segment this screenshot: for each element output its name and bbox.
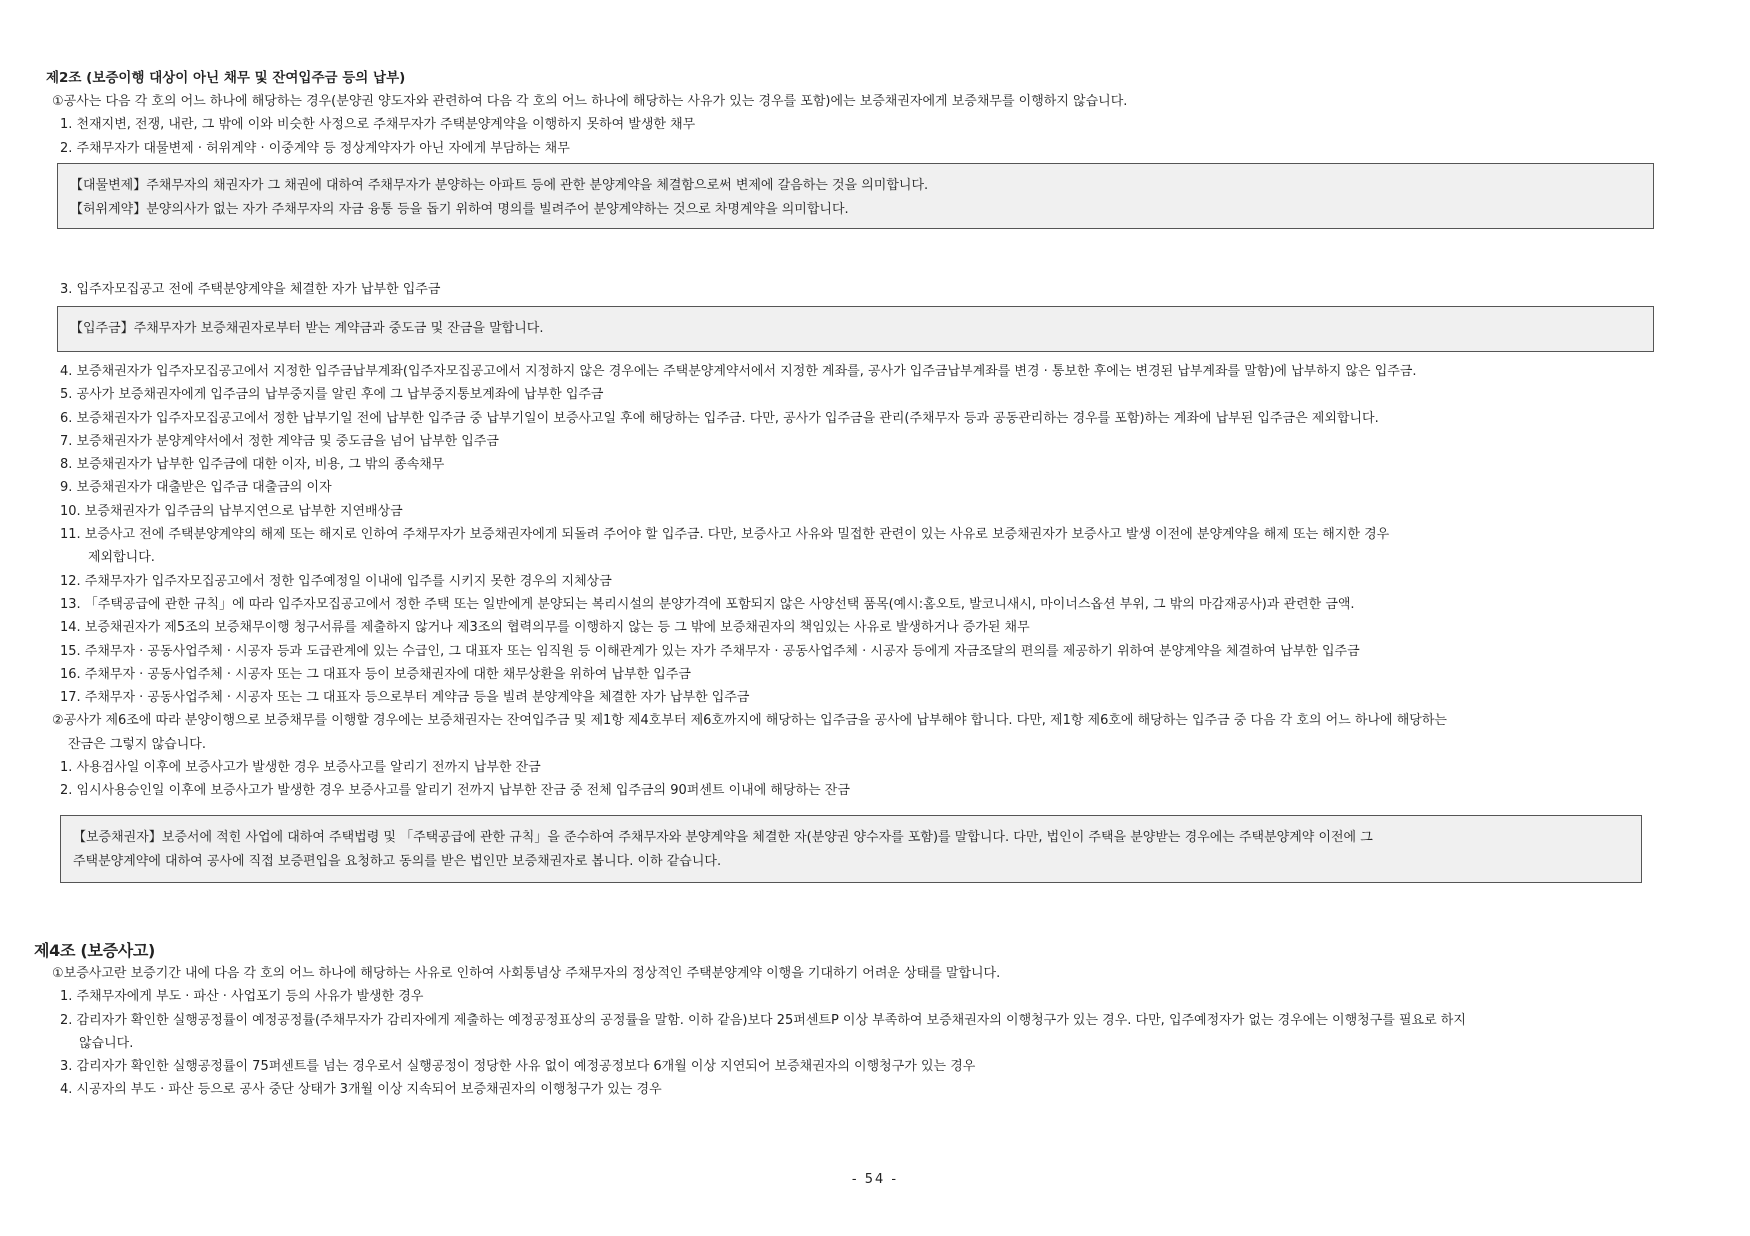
definition-line: 주택분양계약에 대하여 공사에 직접 보증편입을 요청하고 동의를 받은 법인만 보증채권자로 봅니다. 이하 같습니다.: [73, 853, 722, 869]
list-item: 2. 임시사용승인일 이후에 보증사고가 발생한 경우 보증사고를 알리기 전까지 납부한 잔금 중 전체 입주금의 90퍼센트 이내에 해당하는 잔금: [60, 783, 850, 799]
definition-line: 【대물변제】주채무자의 채권자가 그 채권에 대하여 주채무자가 분양하는 아파트 등에 관한 분양계약을 체결함으로써 변제에 갈음하는 것을 의미합니다.: [70, 178, 929, 193]
list-item: 4. 보증채권자가 입주자모집공고에서 지정한 입주금납부계좌(입주자모집공고에서 지정하지 않은 경우에는 주택분양계약서에서 지정한 계좌를, 공사가 입주금납부계좌를 변경 · 통보한 후에는 변경된 납부계좌를 말함)에 납부하지 않은 입주금.: [60, 364, 1417, 379]
definition-line: 【보증채권자】보증서에 적힌 사업에 대하여 주택법령 및 「주택공급에 관한 규칙」을 준수하여 주채무자와 분양계약을 체결한 자(분양권 양수자를 포함)를 말합니다. 다만, 법인이 주택을 분양받는 경우에는 주택분양계약 이전에 그: [73, 830, 1373, 845]
article-2-section-a: [52, 90, 1712, 160]
list-item: 7. 보증채권자가 분양계약서에서 정한 계약금 및 중도금을 넘어 납부한 입주금: [60, 433, 499, 449]
article-2-paragraph-2: ②공사가 제6조에 따라 분양이행으로 보증채무를 이행할 경우에는 보증채권자는 잔여입주금 및 제1항 제4호부터 제6호까지에 해당하는 입주금을 공사에 납부해야 합니다. 다만, 제1항 제6호에 해당하는 입주금 중 다음 각 호의 어느 하나에 해당하는: [52, 713, 1447, 729]
article-2-section-b: [52, 360, 1712, 803]
list-item: 8. 보증채권자가 납부한 입주금에 대한 이자, 비용, 그 밖의 종속채무: [60, 457, 445, 473]
article-2-paragraph-1: ①공사는 다음 각 호의 어느 하나에 해당하는 경우(분양권 양도자와 관련하여 다음 각 호의 어느 하나에 해당하는 사유가 있는 경우를 포함)에는 보증채권자에게 보증채무를 이행하지 않습니다.: [52, 94, 1128, 109]
list-item: 9. 보증채권자가 대출받은 입주금 대출금의 이자: [60, 480, 332, 496]
list-item: 15. 주채무자 · 공동사업주체 · 시공자 등과 도급관계에 있는 수급인, 그 대표자 또는 임직원 등 이해관계가 있는 자가 주채무자 · 공동사업주체 · 시공자 등에게 자금조달의 편의를 제공하기 위하여 분양계약을 체결하여 납부한 입주금: [60, 643, 1360, 659]
list-item: 6. 보증채권자가 입주자모집공고에서 정한 납부기일 전에 납부한 입주금 중 납부기일이 보증사고일 후에 해당하는 입주금. 다만, 공사가 입주금을 관리(주채무자 등과 공동관리하는 경우를 포함)하는 계좌에 납부된 입주금은 제외합니다.: [60, 410, 1379, 426]
list-item: 10. 보증채권자가 입주금의 납부지연으로 납부한 지연배상금: [60, 503, 403, 519]
article-2-title: 제2조 (보증이행 대상이 아닌 채무 및 잔여입주금 등의 납부): [46, 70, 406, 86]
article-2-item-3-block: [52, 278, 1712, 301]
list-item: 11. 보증사고 전에 주택분양계약의 해제 또는 해지로 인하여 주채무자가 보증채권자에게 되돌려 주어야 할 입주금. 다만, 보증사고 사유와 밀접한 관련이 있는 사유로 보증채권자가 보증사고 발생 이전에 분양계약을 해제 또는 해지한 경우: [60, 527, 1390, 543]
list-item: 16. 주채무자 · 공동사업주체 · 시공자 또는 그 대표자 등이 보증채권자에 대한 채무상환을 위하여 납부한 입주금: [60, 666, 691, 682]
definition-line: 【허위계약】분양의사가 없는 자가 주채무자의 자금 융통 등을 돕기 위하여 명의를 빌려주어 분양계약하는 것으로 차명계약을 의미합니다.: [70, 201, 849, 217]
definition-box-2: [57, 306, 1654, 352]
list-item: 17. 주채무자 · 공동사업주체 · 시공자 또는 그 대표자 등으로부터 계약금 등을 빌려 분양계약을 체결한 자가 납부한 입주금: [60, 690, 750, 706]
list-item-continuation: 제외합니다.: [88, 550, 155, 566]
list-item: 12. 주채무자가 입주자모집공고에서 정한 입주예정일 이내에 입주를 시키지 못한 경우의 지체상금: [60, 573, 612, 589]
list-item: 3. 감리자가 확인한 실행공정률이 75퍼센트를 넘는 경우로서 실행공정이 정당한 사유 없이 예정공정보다 6개월 이상 지연되어 보증채권자의 이행청구가 있는 경우: [60, 1059, 976, 1075]
list-item: 4. 시공자의 부도 · 파산 등으로 공사 중단 상태가 3개월 이상 지속되어 보증채권자의 이행청구가 있는 경우: [60, 1082, 662, 1098]
list-item: 13. 「주택공급에 관한 규칙」에 따라 입주자모집공고에서 정한 주택 또는 일반에게 분양되는 복리시설의 분양가격에 포함되지 않은 사양선택 품목(예시:홈오토, 발코니새시, 마이너스옵션 부위, 그 밖의 마감재공사)과 관련한 금액.: [60, 596, 1355, 612]
list-item: 14. 보증채권자가 제5조의 보증채무이행 청구서류를 제출하지 않거나 제3조의 협력의무를 이행하지 않는 등 그 밖에 보증채권자의 책임있는 사유로 발생하거나 증가된 채무: [60, 620, 1030, 636]
list-item: 1. 주채무자에게 부도 · 파산 · 사업포기 등의 사유가 발생한 경우: [60, 989, 424, 1005]
article-4-paragraph-1: ①보증사고란 보증기간 내에 다음 각 호의 어느 하나에 해당하는 사유로 인하여 사회통념상 주채무자의 정상적인 주택분양계약 이행을 기대하기 어려운 상태를 말합니다.: [52, 966, 1001, 981]
list-item: 5. 공사가 보증채권자에게 입주금의 납부중지를 알린 후에 그 납부중지통보계좌에 납부한 입주금: [60, 387, 604, 403]
definition-box-3: [60, 815, 1642, 883]
list-item: 2. 주채무자가 대물변제 · 허위계약 · 이중계약 등 정상계약자가 아닌 자에게 부담하는 채무: [60, 140, 570, 156]
list-item-continuation: 않습니다.: [79, 1035, 134, 1051]
article-4-title: 제4조 (보증사고): [34, 941, 156, 960]
definition-line: 【입주금】주채무자가 보증채권자로부터 받는 계약금과 중도금 및 잔금을 말합니다.: [70, 321, 544, 336]
list-item: 1. 천재지변, 전쟁, 내란, 그 밖에 이와 비슷한 사정으로 주채무자가 주택분양계약을 이행하지 못하여 발생한 채무: [60, 117, 696, 133]
list-item: 3. 입주자모집공고 전에 주택분양계약을 체결한 자가 납부한 입주금: [60, 282, 441, 297]
list-item: 1. 사용검사일 이후에 보증사고가 발생한 경우 보증사고를 알리기 전까지 납부한 잔금: [60, 760, 541, 776]
list-item: 2. 감리자가 확인한 실행공정률이 예정공정률(주채무자가 감리자에게 제출하는 예정공정표상의 공정률을 말함. 이하 같음)보다 25퍼센트P 이상 부족하여 보증채권자의 이행청구가 있는 경우. 다만, 입주예정자가 없는 경우에는 이행청구를 필요로 하지: [60, 1012, 1466, 1028]
page-number: - 54 -: [851, 1172, 899, 1187]
paragraph-continuation: 잔금은 그렇지 않습니다.: [68, 736, 206, 752]
definition-box-1: [57, 163, 1654, 229]
article-4-section: [52, 962, 1712, 1102]
